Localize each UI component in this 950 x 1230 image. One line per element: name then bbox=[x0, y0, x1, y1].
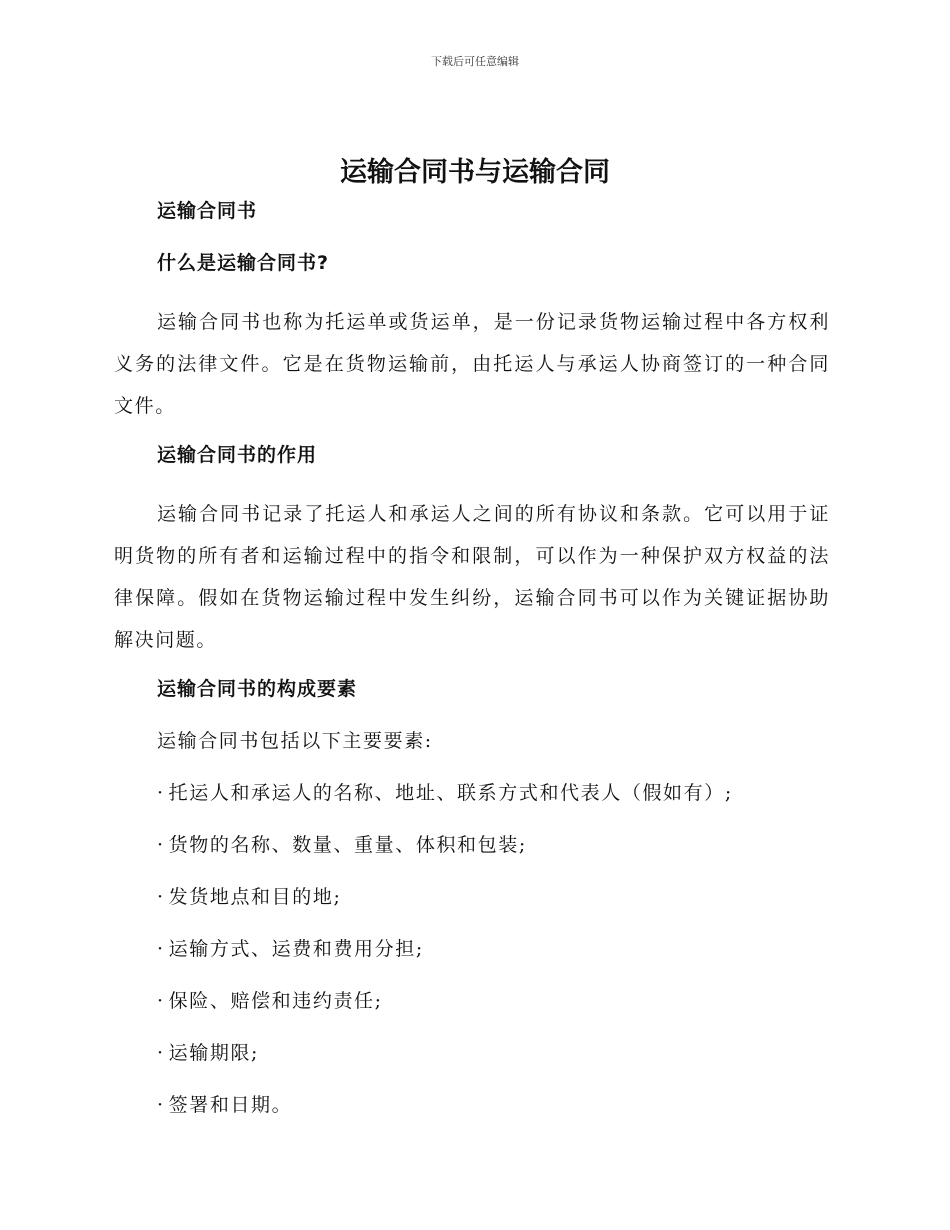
list-item-text: 保险、赔偿和违约责任; bbox=[168, 990, 383, 1012]
list-item bbox=[157, 779, 830, 807]
list-item bbox=[157, 1039, 830, 1067]
list-item-text: 货物的名称、数量、重量、体积和包装; bbox=[168, 834, 527, 856]
list-item-text: 发货地点和目的地; bbox=[168, 886, 342, 908]
list-item-text: 托运人和承运人的名称、地址、联系方式和代表人（假如有）; bbox=[168, 782, 733, 804]
heading-elements: 运输合同书的构成要素 bbox=[157, 678, 358, 700]
document-title: 运输合同书与运输合同 bbox=[340, 157, 610, 188]
bullet-marker: · bbox=[157, 834, 165, 856]
paragraph-purpose: 运输合同书记录了托运人和承运人之间的所有协议和条款。它可以用于证明货物的所有者和运输过程中的指令和限制，可以作为一种保护双方权益的法律保障。假如在货物运输过程中发生纠纷，运输合同书可以作为关键证据协助解决问题。 bbox=[114, 503, 830, 651]
bullet-marker: · bbox=[157, 886, 165, 908]
bullet-marker: · bbox=[157, 782, 165, 804]
list-item-text: 签署和日期。 bbox=[168, 1094, 293, 1116]
section-heading: 运输合同书 bbox=[157, 200, 258, 222]
bullet-marker: · bbox=[157, 1042, 165, 1064]
elements-intro: 运输合同书包括以下主要要素: bbox=[157, 730, 433, 752]
list-item bbox=[157, 935, 830, 963]
paragraph-what-is: 运输合同书也称为托运单或货运单，是一份记录货物运输过程中各方权利义务的法律文件。它是在货物运输前，由托运人与承运人协商签订的一种合同文件。 bbox=[114, 311, 830, 417]
bullet-marker: · bbox=[157, 990, 165, 1012]
list-item bbox=[157, 987, 830, 1015]
document-body bbox=[114, 197, 830, 1143]
list-item-text: 运输期限; bbox=[168, 1042, 260, 1064]
heading-what-is: 什么是运输合同书? bbox=[157, 252, 330, 274]
list-item bbox=[157, 831, 830, 859]
list-item bbox=[157, 883, 830, 911]
heading-purpose: 运输合同书的作用 bbox=[157, 444, 318, 466]
bullet-marker: · bbox=[157, 1094, 165, 1116]
elements-list bbox=[114, 779, 830, 1119]
list-item bbox=[157, 1091, 830, 1119]
bullet-marker: · bbox=[157, 938, 165, 960]
header-note: 下载后可任意编辑 bbox=[431, 55, 519, 68]
list-item-text: 运输方式、运费和费用分担; bbox=[168, 938, 424, 960]
